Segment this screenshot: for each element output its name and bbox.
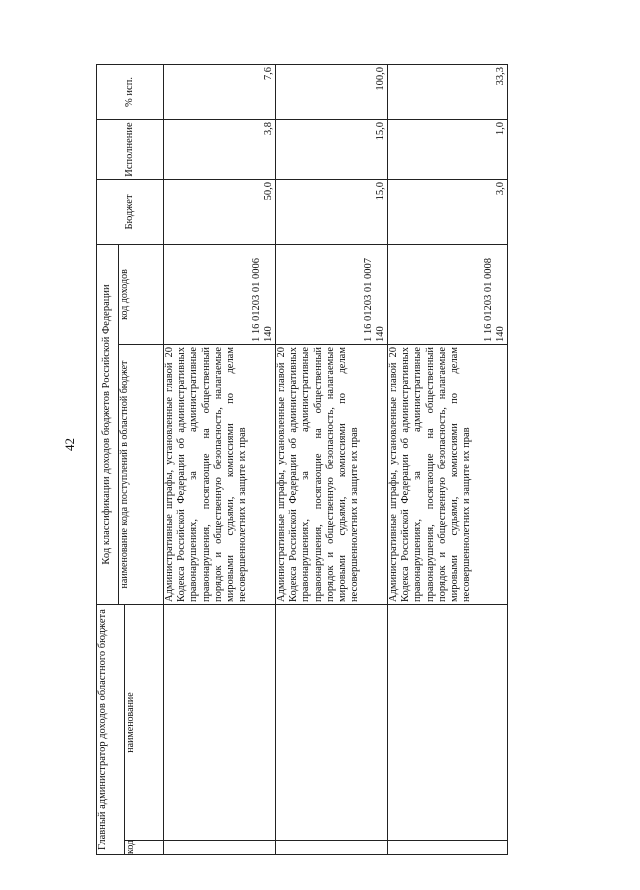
header-income-name: наименование кода поступлений в областной бюджет	[119, 345, 164, 605]
row-percent: 100,0	[276, 64, 388, 119]
row-income-code: 1 16 01203 01 0008 140	[388, 244, 508, 344]
revenue-table	[96, 64, 508, 855]
row-percent: 33,3	[388, 64, 508, 119]
table-row	[388, 64, 508, 854]
header-name: наименование	[125, 605, 164, 841]
header-execution: Исполнение	[97, 119, 164, 179]
page-number: 42	[62, 438, 77, 452]
header-percent: % исп.	[97, 64, 164, 119]
header-admin-group: Главный администратор доходов областного бюджета	[97, 605, 125, 855]
row-percent: 7,6	[164, 64, 276, 119]
header-income-code: код доходов	[119, 244, 164, 344]
rotated-table-wrapper	[96, 65, 508, 855]
table-row	[276, 64, 388, 854]
row-description: Административные штрафы, установленные главой 20 Кодекса Российской Федерации об административных правонарушениях, за административные правонарушения, посягающие на общественный порядок и общественную безопасность, налагаемые мировыми судьями, комиссиями по делам несовершеннолетних и защите их прав	[164, 345, 276, 605]
header-budget: Бюджет	[97, 179, 164, 244]
row-code	[276, 841, 388, 855]
row-code	[388, 841, 508, 855]
row-description: Административные штрафы, установленные главой 20 Кодекса Российской Федерации об административных правонарушениях, за административные правонарушения, посягающие на общественный порядок и общественную безопасность, налагаемые мировыми судьями, комиссиями по делам несовершеннолетних и защите их прав	[388, 345, 508, 605]
header-code: код	[125, 841, 164, 855]
row-income-code: 1 16 01203 01 0006 140	[164, 244, 276, 344]
row-income-code: 1 16 01203 01 0007 140	[276, 244, 388, 344]
row-execution: 3,8	[164, 119, 276, 179]
row-budget: 50,0	[164, 179, 276, 244]
table-header-row-1	[97, 64, 119, 854]
row-description: Административные штрафы, установленные главой 20 Кодекса Российской Федерации об административных правонарушениях, за административные правонарушения, посягающие на общественный порядок и общественную безопасность, налагаемые мировыми судьями, комиссиями по делам несовершеннолетних и защите их прав	[276, 345, 388, 605]
row-execution: 1,0	[388, 119, 508, 179]
row-execution: 15,0	[276, 119, 388, 179]
row-admin-name	[164, 605, 276, 841]
row-budget: 3,0	[388, 179, 508, 244]
row-admin-name	[388, 605, 508, 841]
row-admin-name	[276, 605, 388, 841]
table-row	[164, 64, 276, 854]
row-budget: 15,0	[276, 179, 388, 244]
header-classification-group: Код классификации доходов бюджетов Российской Федерации	[97, 244, 119, 604]
row-code	[164, 841, 276, 855]
